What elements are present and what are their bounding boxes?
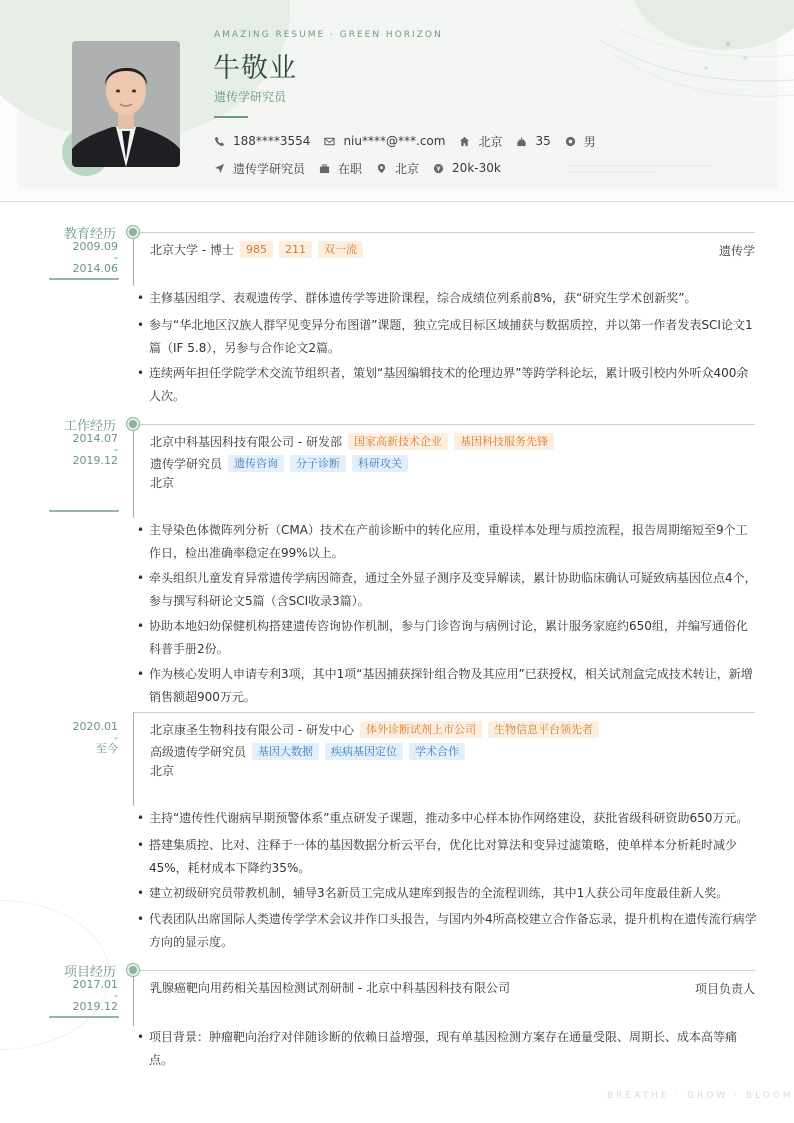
work1-bullet: • 牵头组织儿童发育异常遗传学病因筛查，通过全外显子测序及变异解读，累计协助临床确认可疑致病基因位点4个，参与撰写科研论文5篇（含SCI收录3篇）。 [137, 567, 757, 612]
project-bullet: • 项目背景：肿瘤靶向治疗对伴随诊断的依赖日益增强，现有单基因检测方案存在通量受限、周期长、成本高等痛点。 [137, 1026, 757, 1071]
school-tag: 985 [240, 241, 273, 258]
position-tag: 疾病基因定位 [325, 743, 403, 760]
work1-date-start: 2014.07 [72, 432, 118, 445]
info-target-role: 遗传学研究员 [214, 160, 305, 177]
info-location: 北京 [376, 160, 419, 177]
timeline-node-work [127, 418, 139, 430]
job-info-row [214, 159, 515, 177]
section-title-project: 项目经历 [63, 965, 116, 980]
company-tag: 国家高新技术企业 [348, 433, 448, 450]
project-timeline-line [133, 976, 134, 1026]
gender-icon [565, 136, 576, 147]
info-email: niu****@***.com [324, 134, 445, 148]
location-icon [376, 163, 387, 174]
position-tag: 分子诊断 [290, 455, 346, 472]
work2-bullet: • 建立初级研究员带教机制，辅导3名新员工完成从建库到报告的全流程训练，其中1人获公司年度最佳新人奖。 [137, 882, 757, 905]
work-side-rule [49, 510, 119, 512]
work2-position-line [150, 743, 465, 760]
position-tag: 基因大数据 [252, 743, 319, 760]
project-side-rule [49, 1016, 119, 1018]
work2-bullet: • 搭建集质控、比对、注释于一体的基因数据分析云平台，优化比对算法和变异过滤策略，使单样本分析耗时减少45%，耗材成本下降约35%。 [137, 834, 757, 879]
work2-city: 北京 [150, 764, 175, 778]
education-timeline-line [133, 238, 134, 286]
company-tag: 基因科技服务先锋 [454, 433, 554, 450]
work2-date-end: 至今 [96, 742, 118, 755]
work1-timeline-line [133, 430, 134, 518]
position-tag: 遗传咨询 [228, 455, 284, 472]
education-date-start: 2009.09 [72, 240, 118, 253]
salary-icon [433, 163, 444, 174]
role-underline [214, 116, 248, 118]
education-bullet: • 参与“华北地区汉族人群罕见变异分布图谱”课题，独立完成目标区域捕获与数据质控，并以第一作者发表SCI论文1篇（IF 5.8），另参与合作论文2篇。 [137, 314, 757, 359]
info-gender: 男 [565, 133, 596, 150]
company-name: 北京中科基因科技有限公司 - 研发部 [150, 435, 342, 449]
section-title-work: 工作经历 [63, 419, 116, 434]
education-top-rule [140, 232, 755, 233]
home-icon [459, 136, 470, 147]
info-age: 35 [516, 134, 550, 148]
work2-company-line [150, 721, 599, 738]
company-tag: 体外诊断试剂上市公司 [360, 721, 482, 738]
section-title-education: 教育经历 [63, 227, 116, 242]
position-name: 遗传学研究员 [150, 457, 223, 471]
info-salary: 20k-30k [433, 161, 501, 175]
info-status: 在职 [319, 160, 362, 177]
project-name: 乳腺癌靶向用药相关基因检测试剂研制 - 北京中科基因科技有限公司 [150, 981, 510, 995]
work2-timeline-line [133, 712, 134, 806]
portrait-illustration [72, 41, 180, 167]
education-major: 遗传学 [718, 244, 755, 258]
work1-company-line [150, 433, 554, 450]
timeline-node-project [127, 964, 139, 976]
phone-icon [214, 136, 225, 147]
project-name-line [150, 979, 510, 996]
work1-bullet: • 作为核心发明人申请专利3项，其中1项“基因捕获探针组合物及其应用”已获授权，相关试剂盒完成技术转让，新增销售额超900万元。 [137, 663, 757, 708]
work2-date-start: 2020.01 [72, 720, 118, 733]
resume-tagline: AMAZING RESUME · GREEN HORIZON [214, 30, 443, 40]
work1-city: 北京 [150, 476, 175, 490]
candidate-role: 遗传学研究员 [214, 90, 287, 104]
candidate-name: 牛敬业 [213, 53, 297, 84]
company-name: 北京康圣生物科技有限公司 - 研发中心 [150, 723, 354, 737]
position-tag: 学术合作 [409, 743, 465, 760]
education-school-line [150, 241, 363, 258]
work1-date-end: 2019.12 [72, 454, 118, 467]
work2-date-sep: - [114, 731, 118, 744]
school-name: 北京大学 - 博士 [150, 243, 234, 257]
info-home: 北京 [459, 133, 502, 150]
project-date-sep: - [114, 989, 118, 1002]
contact-info-row [214, 132, 610, 150]
footer-slogan: BREATHE · GROW · BLOOM [607, 1091, 794, 1101]
briefcase-icon [319, 163, 330, 174]
project-date-start: 2017.01 [72, 978, 118, 991]
project-top-rule [140, 970, 755, 971]
header-wave-decoration [560, 0, 794, 200]
avatar [72, 41, 180, 167]
position-tag: 科研攻关 [352, 455, 408, 472]
work2-bullet: • 主持“遗传性代谢病早期预警体系”重点研发子课题，推动多中心样本协作网络建设，获批省级科研资助650万元。 [137, 807, 757, 830]
school-tag: 211 [279, 241, 312, 258]
school-tag: 双一流 [318, 241, 363, 258]
education-date-sep: - [114, 251, 118, 264]
education-bullet: • 连续两年担任学院学术交流节组织者，策划“基因编辑技术的伦理边界”等跨学科论坛，累计吸引校内外听众400余人次。 [137, 362, 757, 407]
work1-date-sep: - [114, 443, 118, 456]
timeline-node-education [127, 226, 139, 238]
project-date-end: 2019.12 [72, 1000, 118, 1013]
project-role: 项目负责人 [694, 982, 755, 996]
work-top-rule [140, 424, 755, 425]
header-divider [0, 201, 794, 202]
education-bullet: • 主修基因组学、表观遗传学、群体遗传学等进阶课程，综合成绩位列系前8%，获“研究生学术创新奖”。 [137, 287, 757, 310]
mail-icon [324, 136, 335, 147]
send-icon [214, 163, 225, 174]
work2-bullet: • 代表团队出席国际人类遗传学学术会议并作口头报告，与国内外4所高校建立合作备忘录，提升机构在遗传流行病学方向的显示度。 [137, 908, 757, 953]
position-name: 高级遗传学研究员 [150, 745, 247, 759]
cake-icon [516, 136, 527, 147]
work2-top-rule [133, 712, 755, 713]
education-side-rule [49, 278, 119, 280]
info-phone: 188****3554 [214, 134, 310, 148]
work1-position-line [150, 455, 408, 472]
work1-bullet: • 主导染色体微阵列分析（CMA）技术在产前诊断中的转化应用，重设样本处理与质控流程，报告周期缩短至9个工作日，检出准确率稳定在99%以上。 [137, 519, 757, 564]
company-tag: 生物信息平台领先者 [488, 721, 599, 738]
education-date-end: 2014.06 [72, 262, 118, 275]
work1-bullet: • 协助本地妇幼保健机构搭建遗传咨询协作机制，参与门诊咨询与病例讨论，累计服务家庭约650组，并编写通俗化科普手册2份。 [137, 615, 757, 660]
